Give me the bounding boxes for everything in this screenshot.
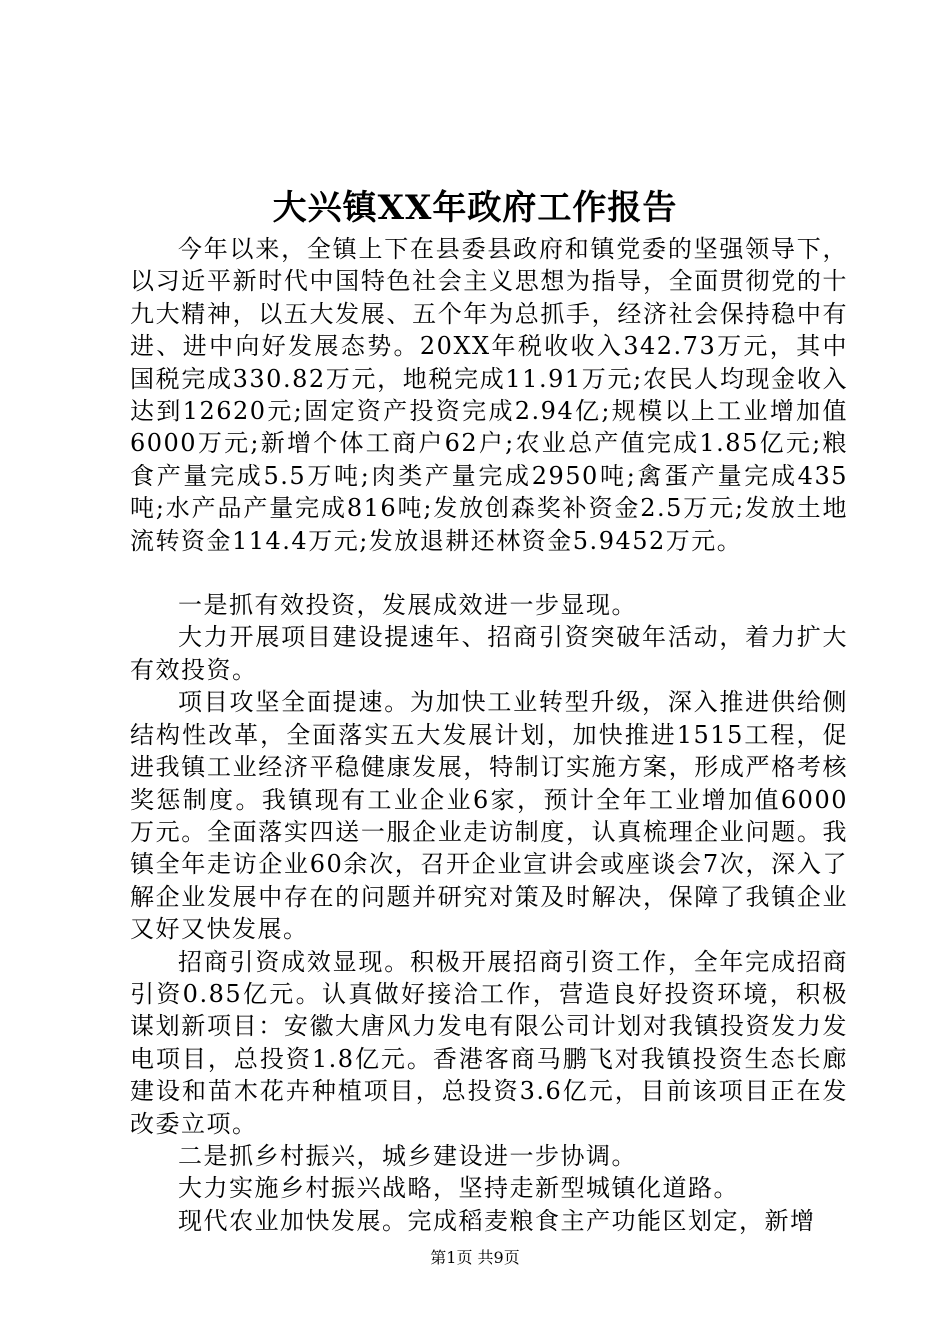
paragraph-rural-strategy: 大力实施乡村振兴战略，坚持走新型城镇化道路。 (178, 1174, 739, 1203)
page-number-footer: 第1页 共9页 (430, 1248, 520, 1267)
paragraph-project-acceleration: 项目攻坚全面提速。为加快工业转型升级，深入推进供给侧结构性改革，全面落实五大发展计划，加快推进1515工程，促进我镇工业经济平稳健康发展，特制订实施方案，形成严格考核奖惩制度。我镇现有工业企业6家，预计全年工业增加值6000万元。全面落实四送一服企业走访制度，认真梳理企业问题。我镇全年走访企业60余次，召开企业宣讲会或座谈会7次，深入了解企业发展中存在的问题并研究对策及时解决，保障了我镇企业又好又快发展。 (130, 688, 848, 944)
paragraph-investment-attraction: 招商引资成效显现。积极开展招商引资工作，全年完成招商引资0.85亿元。认真做好接洽工作，营造良好投资环境，积极谋划新项目：安徽大唐风力发电有限公司计划对我镇投资发力发电项目，总投资1.8亿元。香港客商马鹏飞对我镇投资生态长廊建设和苗木花卉种植项目，总投资3.6亿元，目前该项目正在发改委立项。 (130, 947, 848, 1138)
document-body (130, 233, 848, 1237)
page-title: 大兴镇XX年政府工作报告 (272, 188, 678, 228)
paragraph-investment-intro: 大力开展项目建设提速年、招商引资突破年活动，着力扩大有效投资。 (130, 623, 848, 684)
section-heading-investment: 一是抓有效投资，发展成效进一步显现。 (178, 591, 637, 620)
paragraph-modern-agriculture: 现代农业加快发展。完成稻麦粮食主产功能区划定，新增 (178, 1206, 816, 1235)
paragraph-summary: 今年以来，全镇上下在县委县政府和镇党委的坚强领导下，以习近平新时代中国特色社会主义思想为指导，全面贯彻党的十九大精神，以五大发展、五个年为总抓手，经济社会保持稳中有进、进中向好发展态势。20XX年税收收入342.73万元，其中国税完成330.82万元，地税完成11.91万元;农民人均现金收入达到12620元;固定资产投资完成2.94亿;规模以上工业增加值6000万元;新增个体工商户62户;农业总产值完成1.85亿元;粮食产量完成5.5万吨;肉类产量完成2950吨;禽蛋产量完成435吨;水产品产量完成816吨;发放创森奖补资金2.5万元;发放土地流转资金114.4万元;发放退耕还林资金5.9452万元。 (130, 235, 848, 555)
section-heading-rural-revitalization: 二是抓乡村振兴，城乡建设进一步协调。 (178, 1141, 637, 1170)
